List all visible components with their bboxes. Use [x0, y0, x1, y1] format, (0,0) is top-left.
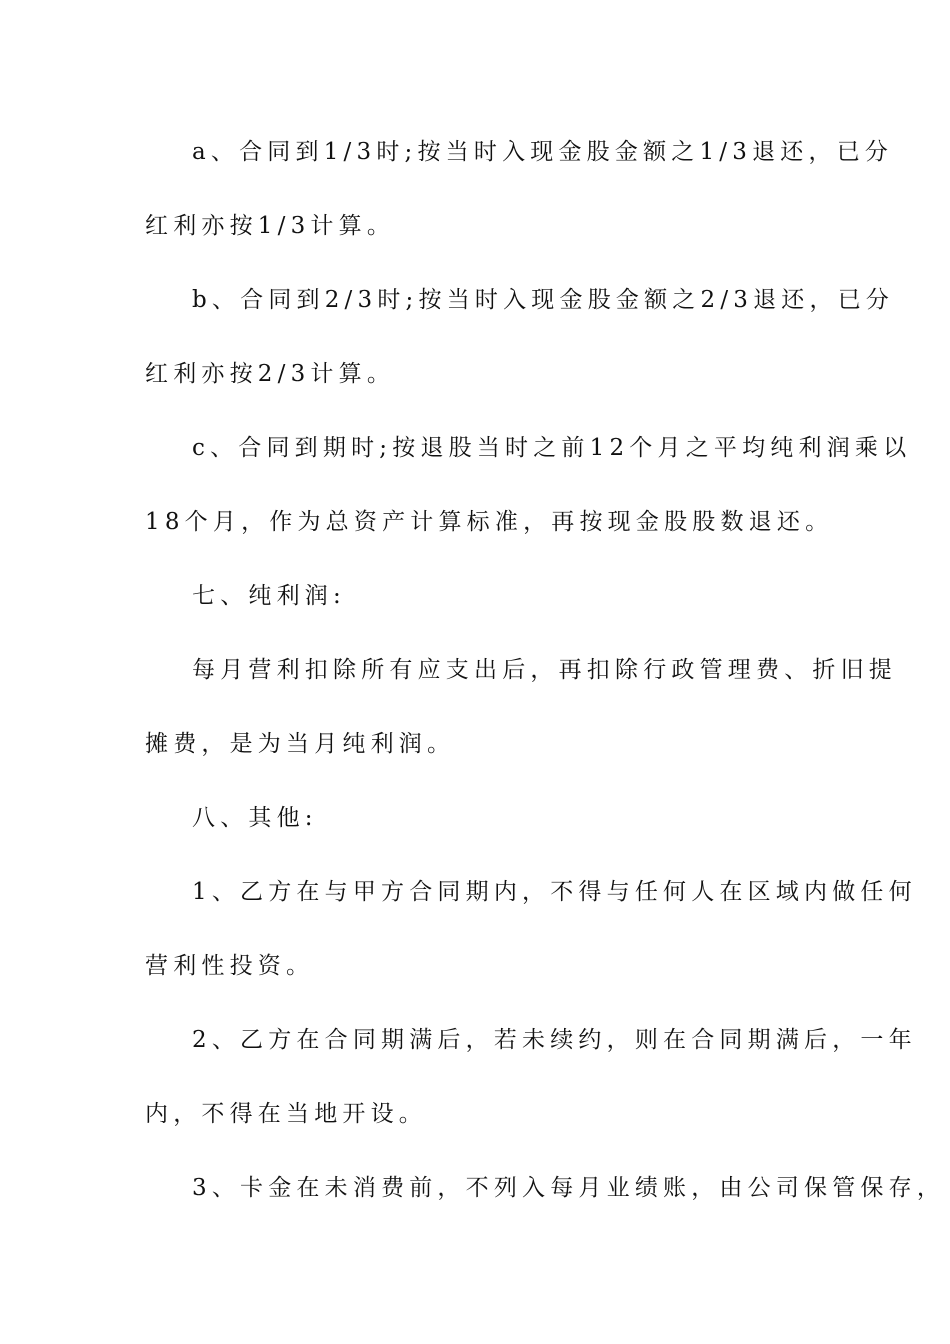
paragraph-line: 红利亦按1/3计算。: [145, 213, 396, 239]
paragraph-line: 营利性投资。: [145, 953, 315, 979]
paragraph-line: 内，不得在当地开设。: [145, 1101, 427, 1127]
paragraph-line: 18个月，作为总资产计算标准，再按现金股股数退还。: [145, 509, 834, 535]
paragraph-line: a、合同到1/3时;按当时入现金股金额之1/3退还，已分: [192, 139, 894, 165]
section-heading: 七、纯利润:: [192, 583, 346, 609]
paragraph-line: 3、卡金在未消费前，不列入每月业绩账，由公司保管保存，: [192, 1175, 946, 1201]
paragraph-line: 红利亦按2/3计算。: [145, 361, 396, 387]
paragraph-line: 摊费，是为当月纯利润。: [145, 731, 456, 757]
paragraph-line: b、合同到2/3时;按当时入现金股金额之2/3退还，已分: [192, 287, 895, 313]
paragraph-line: 2、乙方在合同期满后，若未续约，则在合同期满后，一年: [192, 1027, 917, 1053]
paragraph-line: 1、乙方在与甲方合同期内，不得与任何人在区域内做任何: [192, 879, 917, 905]
paragraph-line: c、合同到期时;按退股当时之前12个月之平均纯利润乘以: [192, 435, 912, 461]
paragraph-line: 每月营利扣除所有应支出后，再扣除行政管理费、折旧提: [192, 657, 897, 683]
section-heading: 八、其他:: [192, 805, 318, 831]
